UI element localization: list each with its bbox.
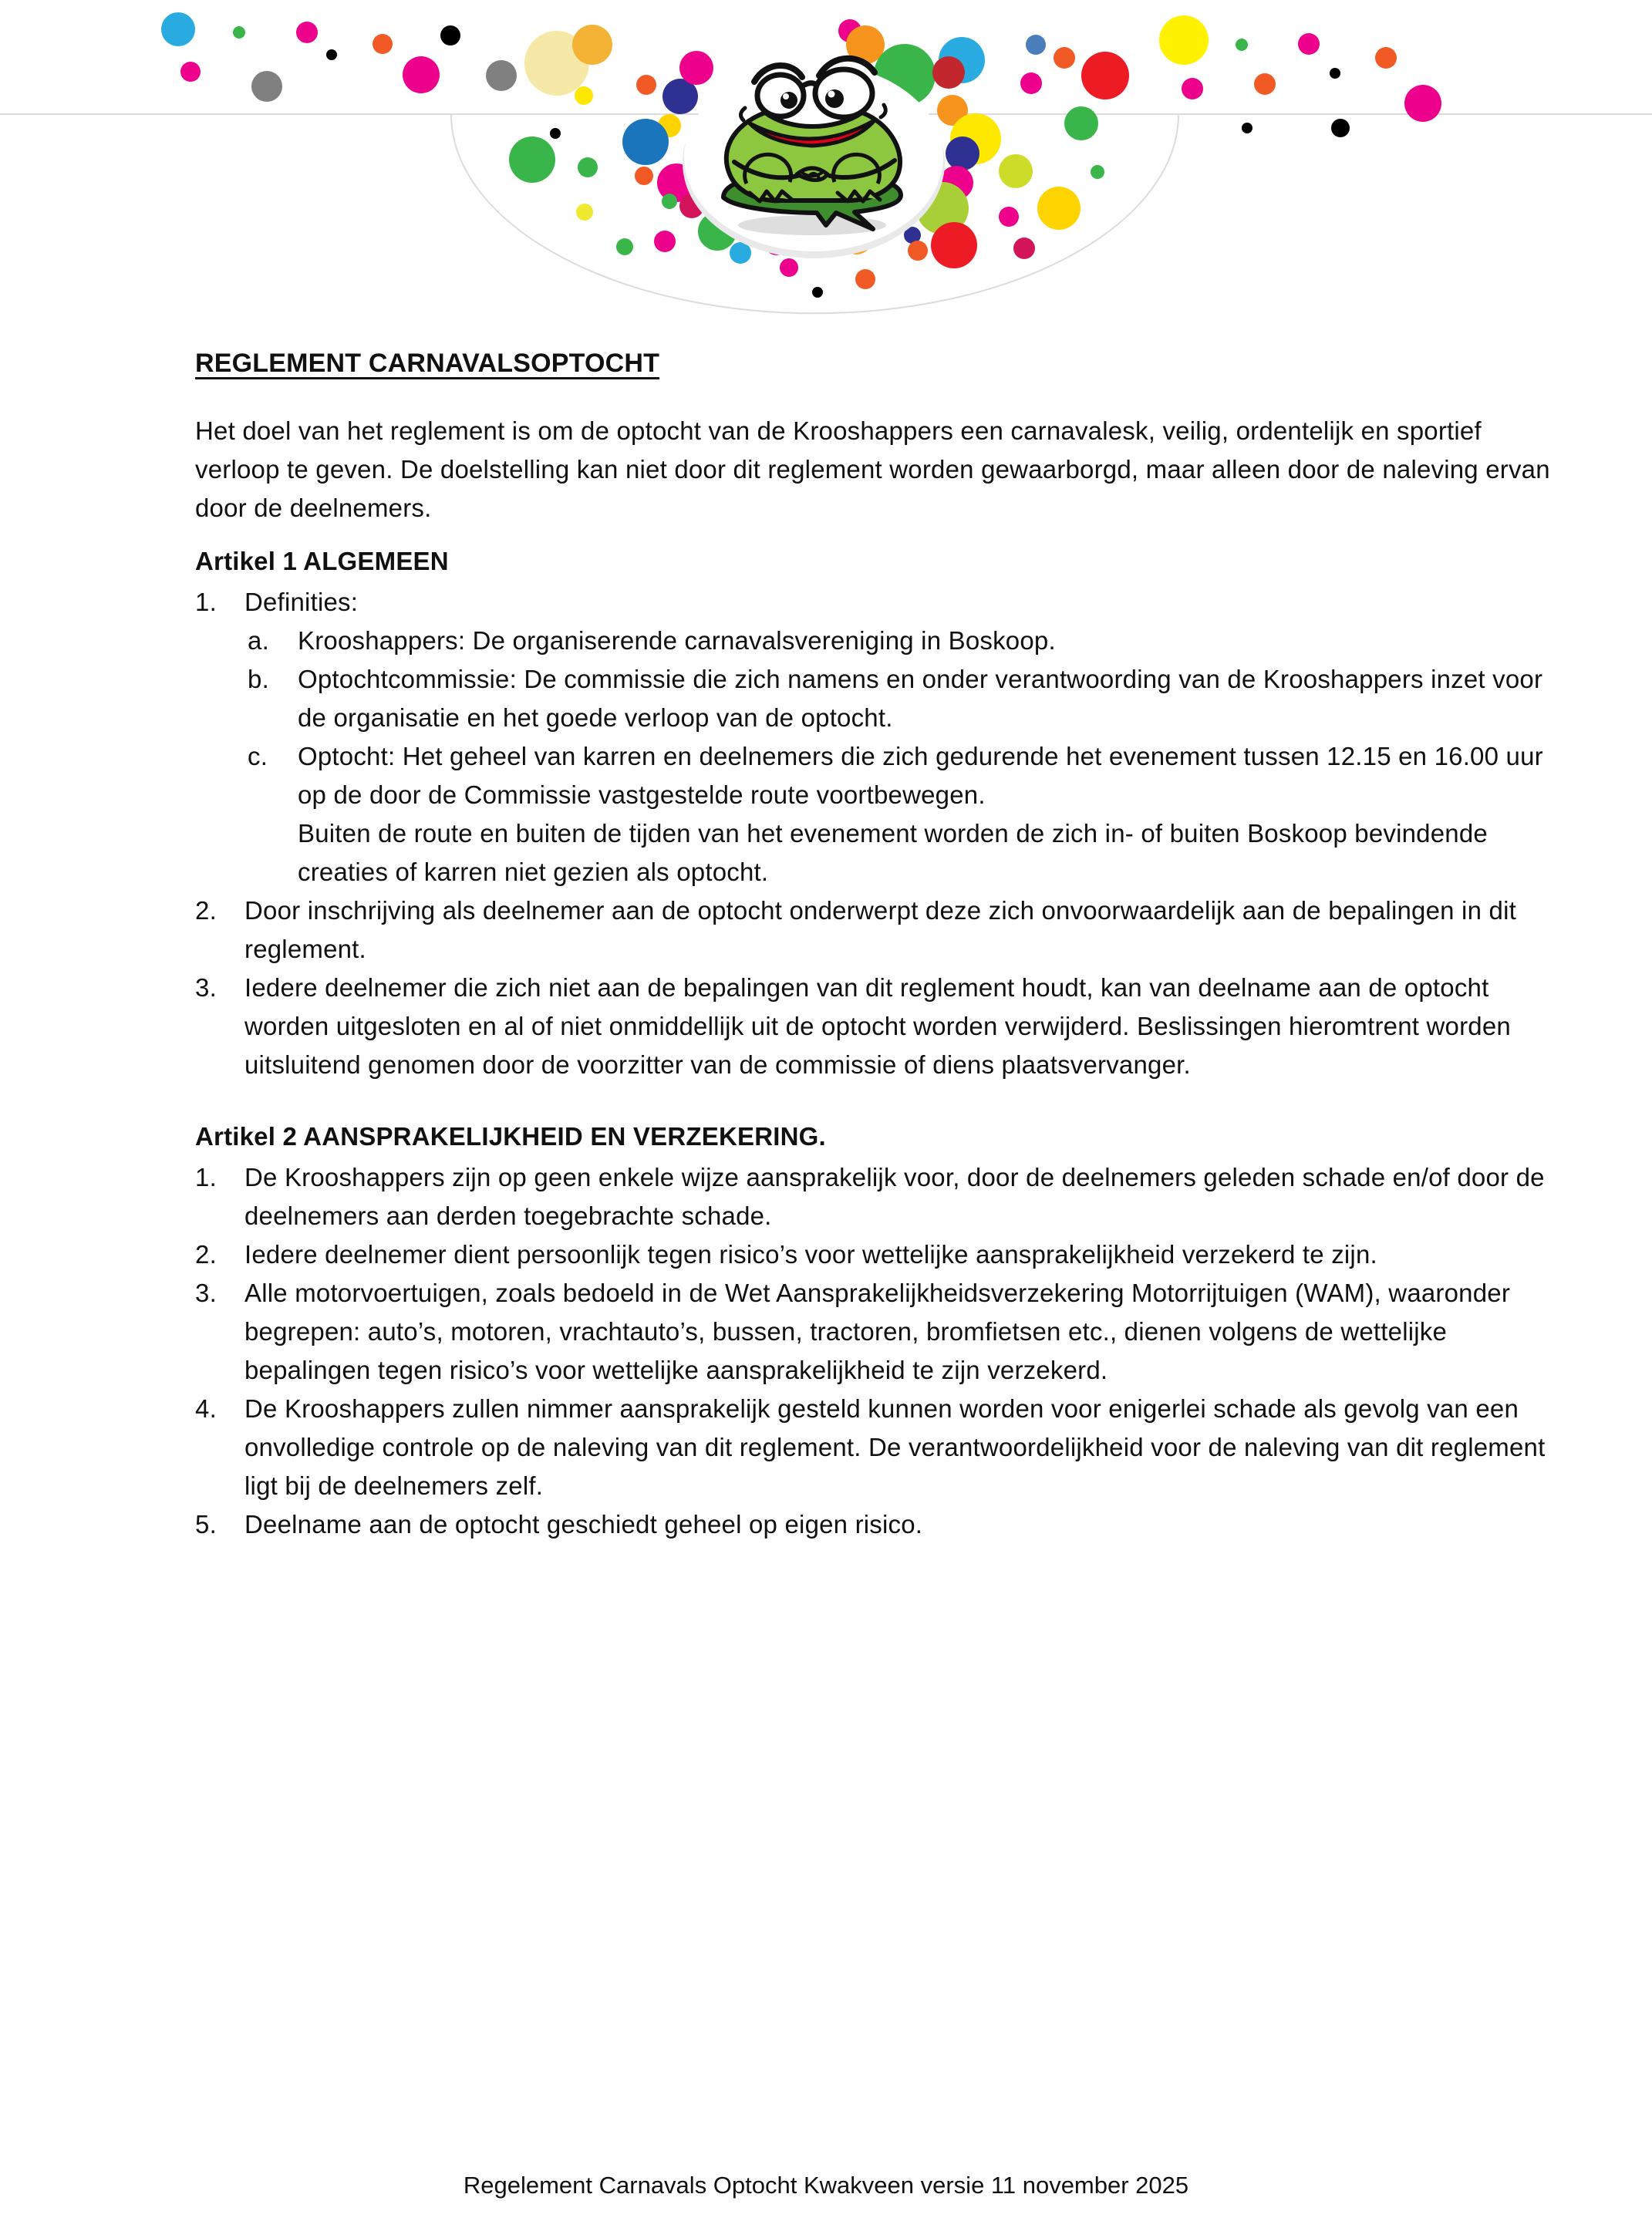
list-letter [248,622,269,660]
confetti-dot [636,75,656,95]
frog-eye-right [815,69,872,117]
list-number [195,891,217,930]
confetti-dot [1037,187,1081,230]
document-content [195,345,1569,1544]
list-item [195,969,1569,1084]
confetti-dot [622,119,669,165]
list-number [195,1235,217,1274]
list-item [195,1235,1569,1274]
confetti-dot [296,22,318,43]
list-item-text: Optocht: Het geheel van karren en deelnemers die zich gedurende het evenement tussen 12.15 en 16.00 uur op de door de Commissie vastgestelde route voortbewegen. [298,742,1543,809]
intro-paragraph: Het doel van het reglement is om de optocht van de Krooshappers een carnavalesk, veilig, ordentelijk en sportief verloop te geven. De doelstelling kan niet door dit reglement worden gewaarborgd, maar alleen door de naleving ervan door de deelnemers. [195,416,1550,522]
confetti-dot [812,287,823,298]
confetti-dot [1013,238,1035,259]
list-letter [248,660,269,699]
confetti-dot [233,26,245,39]
frog-eye-left [757,75,804,116]
confetti-dot [635,167,653,185]
list-number [195,583,217,622]
list-item-text: Iedere deelnemer die zich niet aan de bepalingen van dit reglement houdt, kan van deelname aan de optocht worden uitgesloten en al of niet onmiddellijk uit de optocht worden verwijderd. Beslissingen hieromtrent worden uitsluitend genomen door de voorzitter van de commissie of diens plaatsvervanger. [244,973,1511,1079]
frog-pupil-left [780,92,797,109]
confetti-dot [1054,47,1075,69]
article-2-list [195,1158,1569,1544]
confetti-dot [180,62,201,82]
frog-pupil-right [825,89,844,108]
list-item-text: De Krooshappers zijn op geen enkele wijze aansprakelijk voor, door de deelnemers geleden schade en/of door de deelnemers aan derden toegebrachte schade. [244,1163,1545,1230]
list-item-text: Alle motorvoertuigen, zoals bedoeld in de Wet Aansprakelijkheidsverzekering Motorrijtuigen (WAM), waaronder begrepen: auto’s, motoren, vrachtauto’s, bussen, tractoren, bromfietsen etc., dienen volgens de wettelijke bepalingen tegen risico’s voor wettelijke aansprakelijkheid te zijn verzekerd. [244,1279,1511,1384]
confetti-dot [486,60,517,91]
list-item [195,1274,1569,1390]
article-1-section [195,544,1569,1084]
confetti-dot [1026,35,1046,55]
list-item-text: Krooshappers: De organiserende carnavalsvereniging in Boskoop. [298,626,1056,655]
confetti-dot [326,49,337,60]
confetti-dot [1404,85,1441,122]
list-item [195,1505,1569,1544]
confetti-dot [572,25,612,65]
confetti-dot [946,136,979,170]
confetti-dot [576,204,593,221]
confetti-dot [578,157,598,177]
list-item [248,737,1569,891]
confetti-dot [1020,72,1042,94]
footer-version-line: Regelement Carnavals Optocht Kwakveen versie 11 november 2025 [463,2172,1189,2199]
confetti-dot [509,136,555,183]
confetti-dot [161,12,195,46]
list-item-text: Optochtcommissie: De commissie die zich namens en onder verantwoording van de Krooshappers inzet voor de organisatie en het goede verloop van de optocht. [298,665,1543,732]
page-title: REGLEMENT CARNAVALSOPTOCHT [195,349,660,378]
confetti-dot [251,71,282,102]
article-1-list [195,583,1569,1084]
confetti-dot [931,222,977,268]
confetti-dot [654,231,676,252]
list-item [195,891,1569,969]
confetti-dot [575,86,593,105]
confetti-dot [1330,68,1340,79]
list-number [195,969,217,1007]
confetti-dot [999,207,1019,227]
confetti-banner [0,0,1652,339]
frog-pupil-left-gleam [783,93,789,99]
confetti-dot [855,269,875,289]
list-item-text: De Krooshappers zullen nimmer aansprakelijk gesteld kunnen worden voor enigerlei schade als gevolg van een onvolledige controle op de naleving van dit reglement. De verantwoordelijkheid voor de naleving van dit reglement ligt bij de deelnemers zelf. [244,1394,1546,1500]
confetti-dot [679,51,713,85]
confetti-dot [373,34,393,54]
list-item-text: Iedere deelnemer dient persoonlijk tegen risico’s voor wettelijke aansprakelijkheid verzekerd te zijn. [244,1240,1377,1269]
list-number [195,1390,217,1428]
confetti-dot [1298,33,1320,55]
list-item [248,622,1569,660]
list-item [248,660,1569,737]
list-item-text: Definities: [244,588,359,616]
confetti-dot [1375,47,1397,69]
confetti-dot [403,56,440,93]
definitions-sublist [248,622,1569,891]
list-item [195,1390,1569,1505]
article-2-heading: Artikel 2 AANSPRAKELIJKHEID EN VERZEKERING. [195,1122,826,1151]
confetti-dot [1081,52,1129,99]
confetti-dot [1159,15,1209,65]
confetti-dot [440,25,460,45]
frog-pupil-right-gleam [828,91,835,98]
article-2-section [195,1120,1569,1544]
confetti-dot [999,154,1033,188]
confetti-dot [932,56,965,89]
confetti-dot [662,194,677,209]
list-letter [248,737,268,776]
confetti-dot [1064,106,1098,140]
list-item [195,1158,1569,1235]
confetti-dot [780,258,798,277]
list-number [195,1274,217,1313]
confetti-dot [550,128,561,139]
confetti-dot [1331,119,1350,137]
list-item-text: Deelname aan de optocht geschiedt geheel op eigen risico. [244,1510,923,1539]
confetti-dot [1236,39,1248,51]
list-number [195,1505,217,1544]
glasses-bridge [802,83,818,86]
confetti-dot [1091,165,1104,179]
confetti-dot [1254,73,1276,95]
list-item-extra-text: Buiten de route en buiten de tijden van het evenement worden de zich in- of buiten Boskoop bevindende creaties of karren niet gezien als optocht. [298,819,1488,886]
article-1-heading: Artikel 1 ALGEMEEN [195,547,449,575]
confetti-dot [908,241,928,261]
confetti-dot [1182,78,1203,99]
list-item-text: Door inschrijving als deelnemer aan de optocht onderwerpt deze zich onvoorwaardelijk aan de bepalingen in dit reglement. [244,896,1516,963]
list-number [195,1158,217,1197]
confetti-dot [616,238,633,255]
list-item [195,583,1569,891]
confetti-dot [1242,123,1252,133]
